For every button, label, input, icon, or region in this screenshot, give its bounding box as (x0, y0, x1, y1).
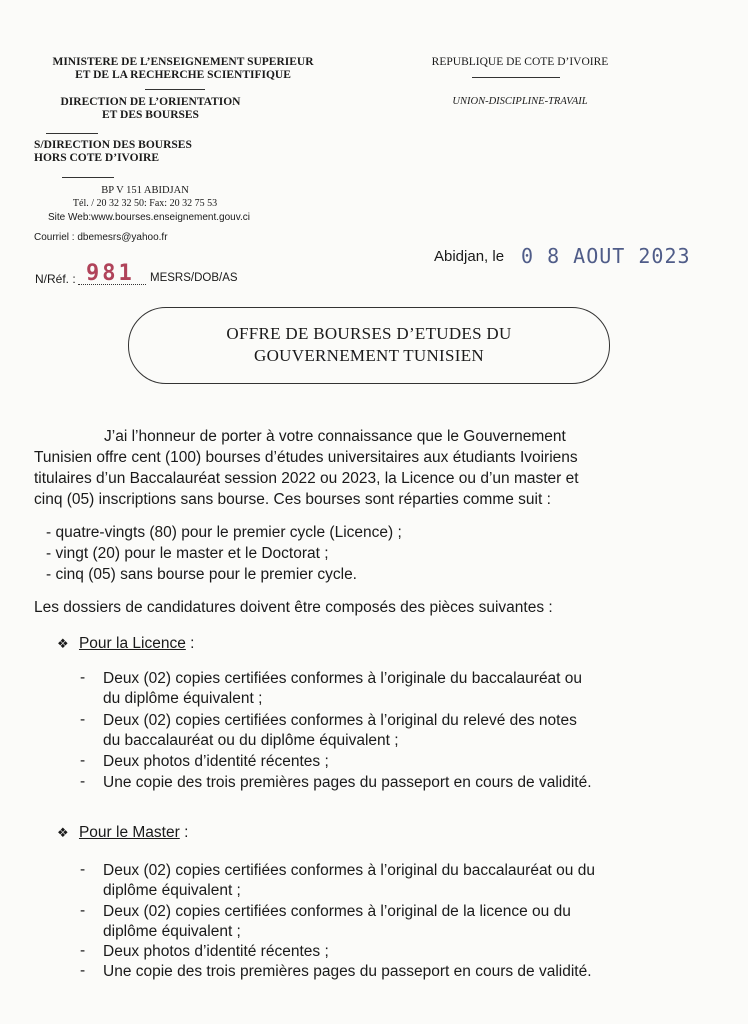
intro-paragraph (34, 426, 694, 510)
ministry-line1: MINISTERE DE L’ENSEIGNEMENT SUPERIEUR (52, 56, 314, 68)
list-item: Une copie des trois premières pages du passeport en cours de validité. (103, 774, 592, 791)
item-line: Deux (02) copies certifiées conformes à l’originale du baccalauréat ou (103, 670, 583, 687)
intro-line: cinq (05) inscriptions sans bourse. Ces bourses sont réparties comme suit : (34, 491, 551, 508)
dash: - (80, 962, 86, 979)
dash: - (80, 861, 86, 878)
divider (472, 77, 560, 78)
email-text: Courriel : dbemesrs@yahoo.fr (34, 232, 168, 243)
motto-text: UNION-DISCIPLINE-TRAVAIL (452, 96, 588, 107)
list-item: - quatre-vingts (80) pour le premier cycle (Licence) ; (46, 524, 402, 541)
divider (145, 89, 205, 90)
ministry-line2: ET DE LA RECHERCHE SCIENTIFIQUE (75, 69, 291, 81)
list-item: Une copie des trois premières pages du passeport en cours de validité. (103, 963, 592, 980)
item-line: diplôme équivalent ; (103, 923, 241, 940)
list-item (103, 711, 577, 751)
master-heading-label: Pour le Master (78, 824, 180, 841)
direction-line2: ET DES BOURSES (102, 109, 199, 121)
dossier-intro: Les dossiers de candidatures doivent être composés des pièces suivantes : (34, 599, 553, 616)
list-item (103, 902, 571, 942)
ministry-name (18, 56, 348, 82)
list-item (103, 861, 595, 901)
dash: - (80, 773, 86, 790)
dash: - (80, 902, 86, 919)
reference-underline (78, 284, 146, 285)
item-line: du diplôme équivalent ; (103, 690, 263, 707)
heading-colon: : (179, 824, 189, 841)
list-item: - cinq (05) sans bourse pour le premier cycle. (46, 566, 357, 583)
item-line: Deux (02) copies certifiées conformes à l’original du baccalauréat ou du (103, 862, 595, 879)
reference-label: N/Réf. : (35, 272, 76, 286)
intro-line: titulaires d’un Baccalauréat session 2022 ou 2023, la Licence ou d’un master et (34, 470, 579, 487)
title-box (128, 307, 610, 384)
list-item: Deux photos d’identité récentes ; (103, 943, 329, 960)
subdirection-name (34, 139, 192, 165)
item-line: Deux (02) copies certifiées conformes à l’original du relevé des notes (103, 712, 577, 729)
reference-suffix: MESRS/DOB/AS (150, 272, 238, 284)
divider (46, 133, 98, 134)
diamond-bullet-icon: ❖ (57, 826, 69, 841)
address-text: BP V 151 ABIDJAN (101, 185, 189, 196)
diamond-bullet-icon: ❖ (57, 637, 69, 652)
dash: - (80, 752, 86, 769)
list-item (103, 669, 582, 709)
dash: - (80, 942, 86, 959)
master-heading (57, 822, 188, 844)
intro-line: J’ai l’honneur de porter à votre connaissance que le Gouvernement (104, 428, 566, 445)
subdirection-line2: HORS COTE D’IVOIRE (34, 152, 160, 164)
distribution-list (46, 522, 402, 585)
title-line2: GOUVERNEMENT TUNISIEN (254, 346, 484, 365)
reference-number: 981 (86, 261, 135, 286)
direction-name (18, 96, 283, 122)
republic-name: REPUBLIQUE DE COTE D’IVOIRE (431, 56, 609, 68)
subdirection-line1: S/DIRECTION DES BOURSES (34, 139, 192, 151)
divider (62, 177, 114, 178)
list-item: - vingt (20) pour le master et le Doctorat ; (46, 545, 329, 562)
item-line: du baccalauréat ou du diplôme équivalent ; (103, 732, 399, 749)
website-text: Site Web:www.bourses.enseignement.gouv.ci (48, 212, 250, 223)
title-line1: OFFRE DE BOURSES D’ETUDES DU (226, 324, 512, 343)
intro-line: Tunisien offre cent (100) bourses d’études universitaires aux étudiants Ivoiriens (34, 449, 578, 466)
dash: - (80, 711, 86, 728)
direction-line1: DIRECTION DE L’ORIENTATION (60, 96, 241, 108)
phone-text: Tél. / 20 32 32 50: Fax: 20 32 75 53 (72, 198, 218, 209)
heading-colon: : (185, 635, 195, 652)
item-line: Deux (02) copies certifiées conformes à l’original de la licence ou du (103, 903, 571, 920)
dash: - (80, 669, 86, 686)
licence-heading (57, 633, 194, 655)
licence-heading-label: Pour la Licence (78, 635, 186, 652)
contact-block (30, 184, 260, 210)
date-stamp: 0 8 AOUT 2023 (521, 244, 691, 268)
item-line: diplôme équivalent ; (103, 882, 241, 899)
date-prefix: Abidjan, le (434, 248, 505, 265)
list-item: Deux photos d’identité récentes ; (103, 753, 329, 770)
